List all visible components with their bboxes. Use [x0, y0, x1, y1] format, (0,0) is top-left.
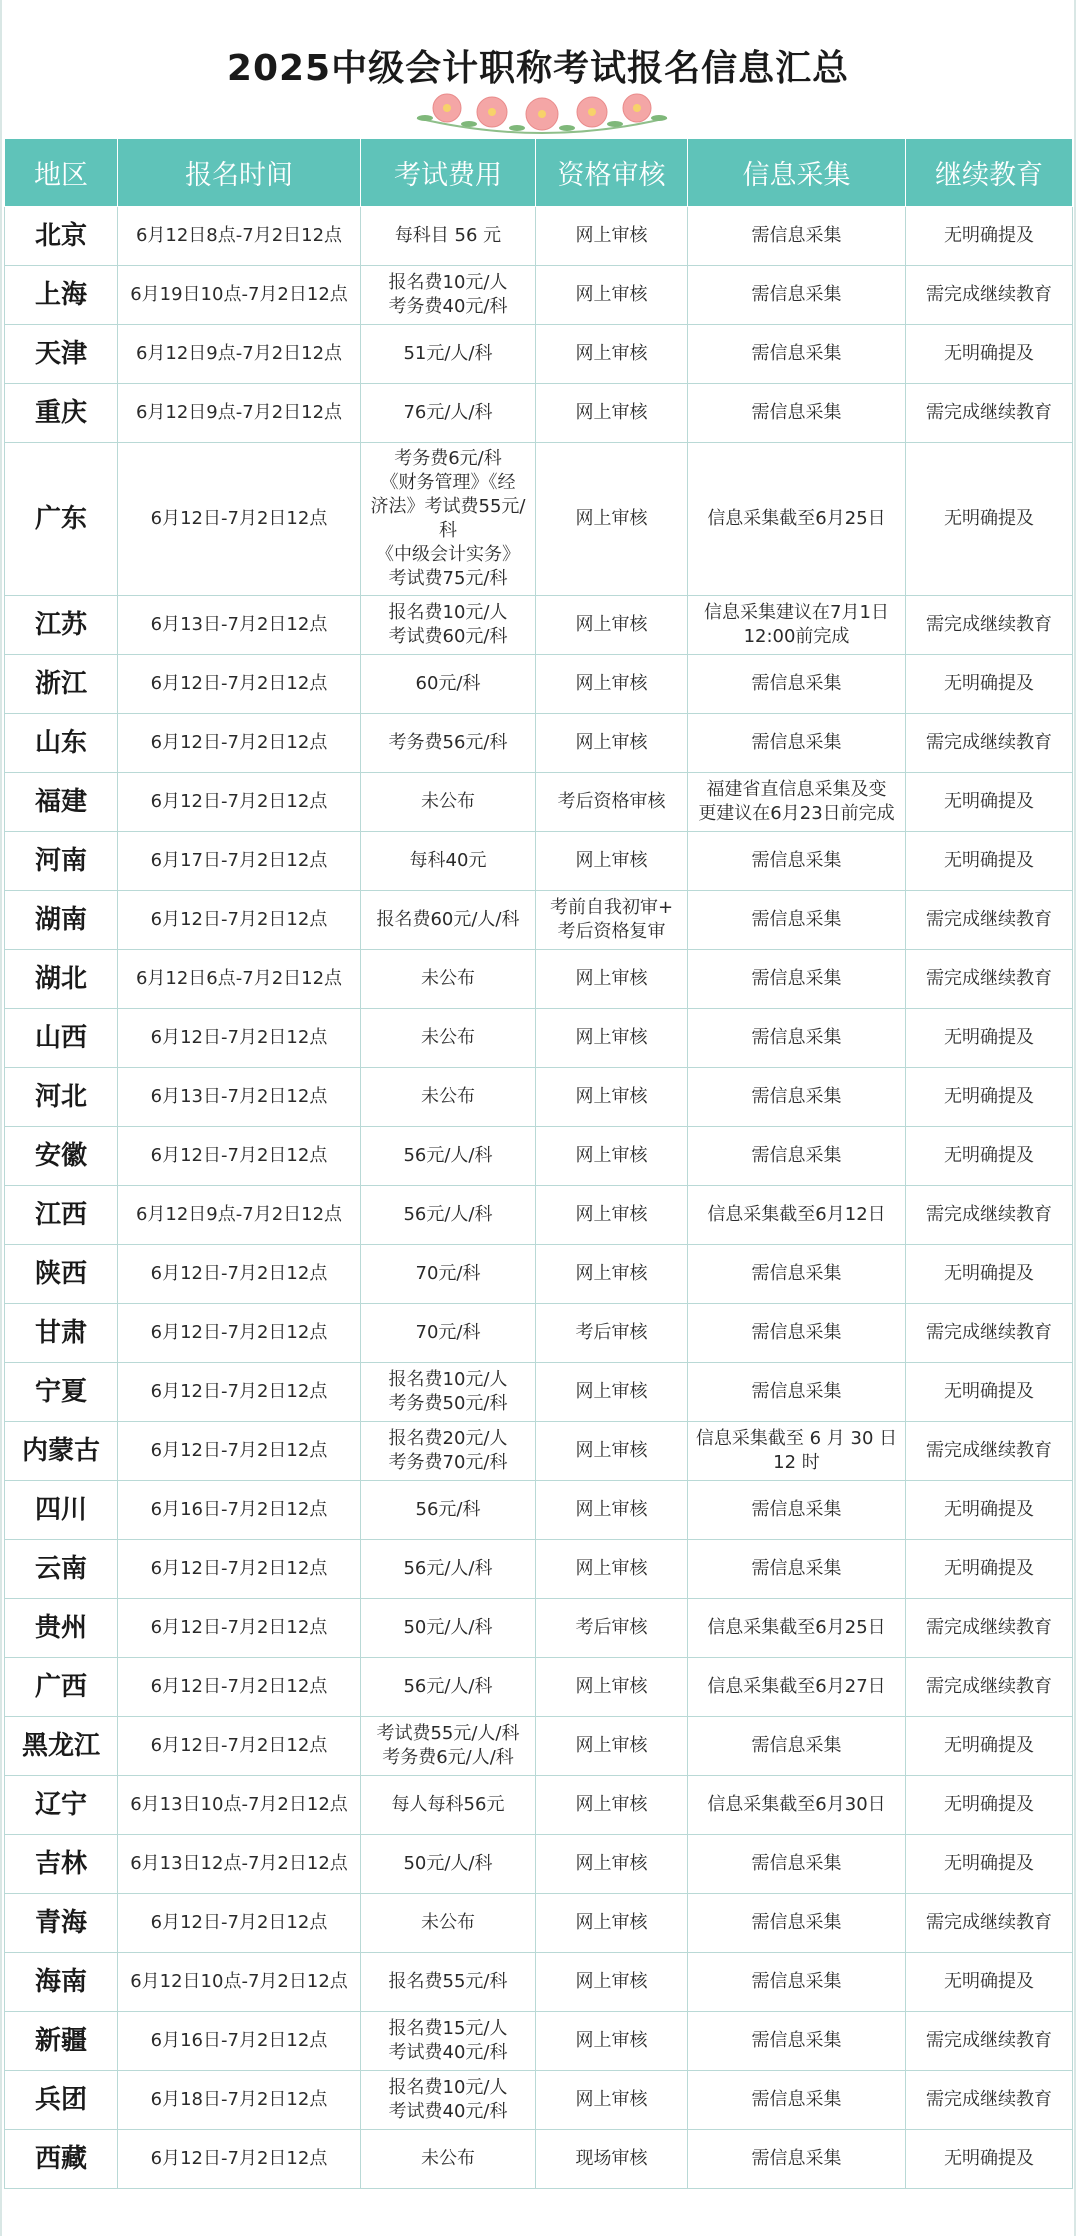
cell-time: 6月19日10点-7月2日12点	[118, 266, 361, 325]
cell-time: 6月12日-7月2日12点	[118, 1658, 361, 1717]
cell-time: 6月13日10点-7月2日12点	[118, 1776, 361, 1835]
cell-fee: 报名费20元/人 考务费70元/科	[361, 1422, 536, 1481]
header-review: 资格审核	[536, 139, 688, 207]
table-row	[5, 1127, 1073, 1186]
cell-time: 6月12日-7月2日12点	[118, 1127, 361, 1186]
cell-edu: 无明确提及	[906, 325, 1073, 384]
cell-info: 信息采集截至6月12日	[688, 1186, 906, 1245]
table-row	[5, 655, 1073, 714]
cell-review: 考后审核	[536, 1599, 688, 1658]
cell-time: 6月16日-7月2日12点	[118, 2012, 361, 2071]
cell-review: 考后资格审核	[536, 773, 688, 832]
cell-time: 6月12日6点-7月2日12点	[118, 950, 361, 1009]
cell-time: 6月12日9点-7月2日12点	[118, 1186, 361, 1245]
cell-edu: 无明确提及	[906, 1481, 1073, 1540]
cell-edu: 需完成继续教育	[906, 1186, 1073, 1245]
cell-time: 6月13日-7月2日12点	[118, 596, 361, 655]
cell-region: 黑龙江	[5, 1717, 118, 1776]
table-row	[5, 1304, 1073, 1363]
table-row	[5, 950, 1073, 1009]
table-row	[5, 207, 1073, 266]
cell-fee: 每人每科56元	[361, 1776, 536, 1835]
header-region: 地区	[5, 139, 118, 207]
cell-fee: 每科目 56 元	[361, 207, 536, 266]
cell-region: 山东	[5, 714, 118, 773]
cell-region: 天津	[5, 325, 118, 384]
cell-edu: 无明确提及	[906, 832, 1073, 891]
cell-time: 6月12日8点-7月2日12点	[118, 207, 361, 266]
cell-edu: 无明确提及	[906, 1835, 1073, 1894]
cell-time: 6月13日-7月2日12点	[118, 1068, 361, 1127]
table-row	[5, 1186, 1073, 1245]
cell-info: 需信息采集	[688, 1127, 906, 1186]
cell-info: 需信息采集	[688, 1009, 906, 1068]
table-row	[5, 1776, 1073, 1835]
cell-review: 网上审核	[536, 2071, 688, 2130]
page-title: 2025中级会计职称考试报名信息汇总	[226, 48, 850, 89]
header-info: 信息采集	[688, 139, 906, 207]
flower-garland-decoration	[407, 78, 677, 140]
cell-fee: 70元/科	[361, 1304, 536, 1363]
cell-review: 网上审核	[536, 325, 688, 384]
cell-info: 需信息采集	[688, 1835, 906, 1894]
cell-time: 6月12日-7月2日12点	[118, 714, 361, 773]
cell-review: 网上审核	[536, 596, 688, 655]
table-row	[5, 443, 1073, 596]
cell-review: 网上审核	[536, 1894, 688, 1953]
cell-edu: 无明确提及	[906, 1717, 1073, 1776]
cell-time: 6月12日-7月2日12点	[118, 891, 361, 950]
cell-review: 网上审核	[536, 443, 688, 596]
cell-info: 需信息采集	[688, 1304, 906, 1363]
cell-fee: 56元/人/科	[361, 1658, 536, 1717]
cell-edu: 需完成继续教育	[906, 266, 1073, 325]
cell-fee: 51元/人/科	[361, 325, 536, 384]
cell-fee: 56元/人/科	[361, 1127, 536, 1186]
cell-edu: 无明确提及	[906, 655, 1073, 714]
table-header-row	[5, 139, 1073, 207]
cell-info: 需信息采集	[688, 832, 906, 891]
cell-region: 内蒙古	[5, 1422, 118, 1481]
cell-time: 6月12日-7月2日12点	[118, 2130, 361, 2189]
cell-review: 网上审核	[536, 950, 688, 1009]
cell-region: 福建	[5, 773, 118, 832]
cell-info: 需信息采集	[688, 1481, 906, 1540]
cell-edu: 无明确提及	[906, 443, 1073, 596]
cell-region: 湖北	[5, 950, 118, 1009]
header-edu: 继续教育	[906, 139, 1073, 207]
cell-edu: 需完成继续教育	[906, 1599, 1073, 1658]
cell-time: 6月12日-7月2日12点	[118, 655, 361, 714]
table-row	[5, 832, 1073, 891]
cell-region: 贵州	[5, 1599, 118, 1658]
table-row	[5, 1658, 1073, 1717]
cell-info: 需信息采集	[688, 325, 906, 384]
cell-region: 江西	[5, 1186, 118, 1245]
title-area	[2, 0, 1074, 138]
cell-time: 6月12日9点-7月2日12点	[118, 384, 361, 443]
table-row	[5, 1363, 1073, 1422]
cell-info: 需信息采集	[688, 655, 906, 714]
cell-edu: 需完成继续教育	[906, 714, 1073, 773]
cell-edu: 无明确提及	[906, 1363, 1073, 1422]
cell-info: 需信息采集	[688, 1068, 906, 1127]
cell-edu: 无明确提及	[906, 1245, 1073, 1304]
cell-time: 6月12日-7月2日12点	[118, 443, 361, 596]
cell-fee: 56元/人/科	[361, 1186, 536, 1245]
cell-region: 宁夏	[5, 1363, 118, 1422]
cell-edu: 需完成继续教育	[906, 1894, 1073, 1953]
table-row	[5, 1481, 1073, 1540]
cell-time: 6月12日-7月2日12点	[118, 1540, 361, 1599]
cell-edu: 无明确提及	[906, 1127, 1073, 1186]
cell-region: 海南	[5, 1953, 118, 2012]
cell-fee: 未公布	[361, 1894, 536, 1953]
table-row	[5, 773, 1073, 832]
cell-edu: 需完成继续教育	[906, 596, 1073, 655]
cell-region: 江苏	[5, 596, 118, 655]
header-time: 报名时间	[118, 139, 361, 207]
cell-fee: 56元/科	[361, 1481, 536, 1540]
table-row	[5, 891, 1073, 950]
table-row	[5, 1599, 1073, 1658]
cell-region: 吉林	[5, 1835, 118, 1894]
cell-fee: 报名费15元/人 考试费40元/科	[361, 2012, 536, 2071]
cell-edu: 需完成继续教育	[906, 1304, 1073, 1363]
cell-fee: 每科40元	[361, 832, 536, 891]
cell-info: 需信息采集	[688, 950, 906, 1009]
cell-info: 需信息采集	[688, 714, 906, 773]
table-row	[5, 1245, 1073, 1304]
cell-edu: 无明确提及	[906, 1009, 1073, 1068]
cell-fee: 报名费10元/人 考试费40元/科	[361, 2071, 536, 2130]
cell-info: 需信息采集	[688, 384, 906, 443]
cell-time: 6月12日-7月2日12点	[118, 1363, 361, 1422]
cell-info: 需信息采集	[688, 1953, 906, 2012]
cell-edu: 需完成继续教育	[906, 891, 1073, 950]
cell-region: 上海	[5, 266, 118, 325]
cell-region: 新疆	[5, 2012, 118, 2071]
cell-fee: 报名费10元/人 考试费60元/科	[361, 596, 536, 655]
cell-edu: 需完成继续教育	[906, 2071, 1073, 2130]
cell-fee: 考务费56元/科	[361, 714, 536, 773]
cell-fee: 未公布	[361, 1068, 536, 1127]
cell-review: 网上审核	[536, 832, 688, 891]
cell-review: 网上审核	[536, 2012, 688, 2071]
cell-info: 需信息采集	[688, 2071, 906, 2130]
cell-time: 6月12日9点-7月2日12点	[118, 325, 361, 384]
cell-info: 需信息采集	[688, 266, 906, 325]
cell-fee: 50元/人/科	[361, 1835, 536, 1894]
table-row	[5, 596, 1073, 655]
cell-fee: 未公布	[361, 773, 536, 832]
table-row	[5, 1717, 1073, 1776]
cell-fee: 报名费10元/人 考务费50元/科	[361, 1363, 536, 1422]
cell-review: 网上审核	[536, 207, 688, 266]
cell-time: 6月12日-7月2日12点	[118, 1245, 361, 1304]
cell-edu: 需完成继续教育	[906, 1422, 1073, 1481]
table-row	[5, 2012, 1073, 2071]
cell-info: 需信息采集	[688, 1894, 906, 1953]
cell-info: 需信息采集	[688, 2130, 906, 2189]
cell-info: 信息采集截至6月25日	[688, 443, 906, 596]
cell-edu: 无明确提及	[906, 1540, 1073, 1599]
cell-review: 网上审核	[536, 1658, 688, 1717]
cell-info: 信息采集截至6月25日	[688, 1599, 906, 1658]
cell-fee: 报名费10元/人 考务费40元/科	[361, 266, 536, 325]
cell-fee: 50元/人/科	[361, 1599, 536, 1658]
cell-region: 北京	[5, 207, 118, 266]
cell-fee: 76元/人/科	[361, 384, 536, 443]
cell-info: 需信息采集	[688, 1540, 906, 1599]
cell-info: 需信息采集	[688, 2012, 906, 2071]
cell-review: 网上审核	[536, 1127, 688, 1186]
cell-info: 信息采集截至 6 月 30 日 12 时	[688, 1422, 906, 1481]
cell-time: 6月12日-7月2日12点	[118, 1422, 361, 1481]
cell-fee: 未公布	[361, 1009, 536, 1068]
cell-review: 网上审核	[536, 266, 688, 325]
cell-region: 西藏	[5, 2130, 118, 2189]
cell-review: 网上审核	[536, 1422, 688, 1481]
cell-time: 6月12日-7月2日12点	[118, 1717, 361, 1776]
cell-edu: 无明确提及	[906, 1776, 1073, 1835]
cell-region: 兵团	[5, 2071, 118, 2130]
table-row	[5, 1894, 1073, 1953]
cell-review: 网上审核	[536, 1776, 688, 1835]
cell-review: 考前自我初审+ 考后资格复审	[536, 891, 688, 950]
cell-info: 福建省直信息采集及变 更建议在6月23日前完成	[688, 773, 906, 832]
table-row	[5, 1953, 1073, 2012]
cell-time: 6月12日-7月2日12点	[118, 773, 361, 832]
cell-fee: 60元/科	[361, 655, 536, 714]
table-row	[5, 1009, 1073, 1068]
cell-info: 需信息采集	[688, 1245, 906, 1304]
cell-review: 网上审核	[536, 1363, 688, 1422]
cell-fee: 考试费55元/人/科 考务费6元/人/科	[361, 1717, 536, 1776]
cell-region: 浙江	[5, 655, 118, 714]
cell-info: 信息采集截至6月27日	[688, 1658, 906, 1717]
cell-info: 信息采集建议在7月1日 12:00前完成	[688, 596, 906, 655]
cell-fee: 56元/人/科	[361, 1540, 536, 1599]
header-fee: 考试费用	[361, 139, 536, 207]
cell-review: 网上审核	[536, 1245, 688, 1304]
cell-region: 甘肃	[5, 1304, 118, 1363]
cell-review: 网上审核	[536, 655, 688, 714]
cell-review: 网上审核	[536, 1835, 688, 1894]
cell-review: 网上审核	[536, 1717, 688, 1776]
cell-edu: 无明确提及	[906, 207, 1073, 266]
cell-region: 安徽	[5, 1127, 118, 1186]
table-row	[5, 1835, 1073, 1894]
cell-region: 山西	[5, 1009, 118, 1068]
cell-review: 网上审核	[536, 1953, 688, 2012]
cell-review: 网上审核	[536, 384, 688, 443]
cell-fee: 未公布	[361, 2130, 536, 2189]
cell-region: 云南	[5, 1540, 118, 1599]
cell-region: 湖南	[5, 891, 118, 950]
cell-info: 信息采集截至6月30日	[688, 1776, 906, 1835]
cell-review: 网上审核	[536, 1540, 688, 1599]
table-row	[5, 2130, 1073, 2189]
cell-region: 陕西	[5, 1245, 118, 1304]
cell-region: 四川	[5, 1481, 118, 1540]
cell-time: 6月12日-7月2日12点	[118, 1009, 361, 1068]
cell-region: 河南	[5, 832, 118, 891]
cell-time: 6月12日-7月2日12点	[118, 1894, 361, 1953]
cell-edu: 无明确提及	[906, 773, 1073, 832]
cell-review: 网上审核	[536, 1068, 688, 1127]
cell-edu: 需完成继续教育	[906, 950, 1073, 1009]
cell-edu: 无明确提及	[906, 1068, 1073, 1127]
table-row	[5, 1068, 1073, 1127]
table-row	[5, 1540, 1073, 1599]
cell-time: 6月12日-7月2日12点	[118, 1304, 361, 1363]
cell-fee: 未公布	[361, 950, 536, 1009]
registration-info-table	[4, 138, 1073, 2189]
cell-info: 需信息采集	[688, 207, 906, 266]
cell-fee: 报名费55元/科	[361, 1953, 536, 2012]
cell-time: 6月12日-7月2日12点	[118, 1599, 361, 1658]
cell-time: 6月18日-7月2日12点	[118, 2071, 361, 2130]
cell-review: 网上审核	[536, 1009, 688, 1068]
table-row	[5, 325, 1073, 384]
cell-review: 网上审核	[536, 714, 688, 773]
table-row	[5, 384, 1073, 443]
cell-fee: 报名费60元/人/科	[361, 891, 536, 950]
table-row	[5, 266, 1073, 325]
cell-fee: 考务费6元/科 《财务管理》《经 济法》考试费55元/ 科 《中级会计实务》 考试费75元/科	[361, 443, 536, 596]
cell-fee: 70元/科	[361, 1245, 536, 1304]
cell-time: 6月13日12点-7月2日12点	[118, 1835, 361, 1894]
cell-info: 需信息采集	[688, 1717, 906, 1776]
cell-edu: 需完成继续教育	[906, 384, 1073, 443]
cell-review: 网上审核	[536, 1481, 688, 1540]
table-row	[5, 714, 1073, 773]
table-row	[5, 2071, 1073, 2130]
cell-edu: 无明确提及	[906, 2130, 1073, 2189]
cell-time: 6月16日-7月2日12点	[118, 1481, 361, 1540]
cell-info: 需信息采集	[688, 891, 906, 950]
cell-info: 需信息采集	[688, 1363, 906, 1422]
cell-time: 6月12日10点-7月2日12点	[118, 1953, 361, 2012]
cell-region: 河北	[5, 1068, 118, 1127]
cell-region: 青海	[5, 1894, 118, 1953]
cell-region: 广西	[5, 1658, 118, 1717]
cell-region: 辽宁	[5, 1776, 118, 1835]
cell-review: 现场审核	[536, 2130, 688, 2189]
table-row	[5, 1422, 1073, 1481]
cell-review: 考后审核	[536, 1304, 688, 1363]
cell-edu: 需完成继续教育	[906, 2012, 1073, 2071]
cell-time: 6月17日-7月2日12点	[118, 832, 361, 891]
cell-region: 重庆	[5, 384, 118, 443]
cell-edu: 无明确提及	[906, 1953, 1073, 2012]
cell-edu: 需完成继续教育	[906, 1658, 1073, 1717]
cell-region: 广东	[5, 443, 118, 596]
cell-review: 网上审核	[536, 1186, 688, 1245]
